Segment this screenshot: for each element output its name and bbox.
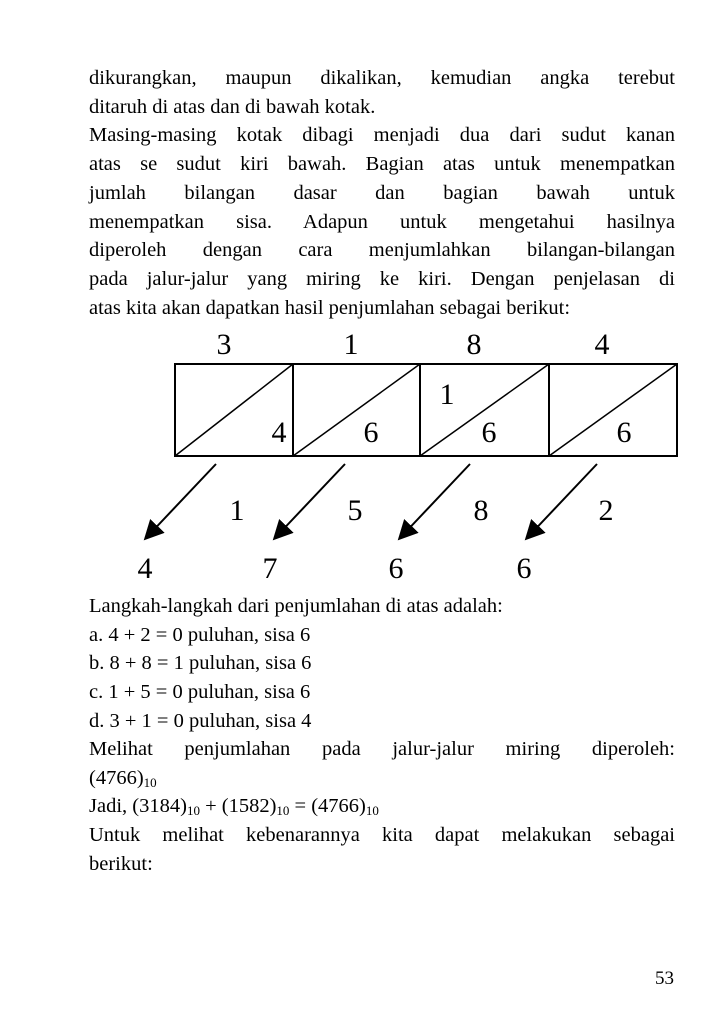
top-digit: 8 <box>466 328 482 361</box>
arrow <box>400 464 470 538</box>
top-digit: 1 <box>343 328 359 361</box>
result-digit: 6 <box>388 552 404 585</box>
arrow-digit: 5 <box>347 494 363 527</box>
box-diagonal <box>293 364 420 456</box>
text-line: pada jalur-jalur yang miring ke kiri. Dengan penjelasan di <box>89 267 675 290</box>
text-line: atas se sudut kiri bawah. Bagian atas untuk menempatkan <box>89 153 675 176</box>
top-digit: 3 <box>216 328 232 361</box>
page-number: 53 <box>655 968 674 989</box>
arrow-digit: 2 <box>598 494 614 527</box>
arrow <box>275 464 345 538</box>
arrow-digit: 8 <box>473 494 489 527</box>
text-line: Masing-masing kotak dibagi menjadi dua dari sudut kanan <box>89 124 675 147</box>
step-item: d. 3 + 1 = 0 puluhan, sisa 4 <box>89 710 312 732</box>
box-remainder: 6 <box>363 416 379 449</box>
box-remainder: 4 <box>271 416 287 449</box>
melihat-result: $(4766)_{10}$ <box>89 767 157 790</box>
result-digit: 4 <box>137 552 153 585</box>
result-digit: 7 <box>262 552 278 585</box>
arrow <box>527 464 597 538</box>
arrow <box>146 464 216 538</box>
closing-paragraph <box>89 821 675 878</box>
result-digit: 6 <box>516 552 532 585</box>
jadi-equation: Jadi, $(3184)_{10} + (1582)_{10} = (4766)_{10}$ <box>89 795 379 818</box>
top-digit: 4 <box>594 328 610 361</box>
box-diagonal <box>549 364 677 456</box>
text-line: diperoleh dengan cara menjumlahkan bilangan-bilangan <box>89 239 675 262</box>
step-item: a. 4 + 2 = 0 puluhan, sisa 6 <box>89 624 311 646</box>
step-item: c. 1 + 5 = 0 puluhan, sisa 6 <box>89 681 311 703</box>
box-remainder: 6 <box>481 416 497 449</box>
melihat-line: Melihat penjumlahan pada jalur-jalur miring diperoleh: <box>89 738 675 760</box>
step-item: b. 8 + 8 = 1 puluhan, sisa 6 <box>89 652 312 674</box>
text-line: berikut: <box>89 852 153 875</box>
box-frame <box>175 364 677 456</box>
text-line: ditaruh di atas dan di bawah kotak. <box>89 95 376 118</box>
box-remainder: 6 <box>616 416 632 449</box>
box-carry: 1 <box>439 378 455 411</box>
text-line: atas kita akan dapatkan hasil penjumlahan sebagai berikut: <box>89 296 571 319</box>
text-line: dikurangkan, maupun dikalikan, kemudian angka terebut <box>89 67 675 89</box>
text-line: Untuk melihat kebenarannya kita dapat melakukan sebagai <box>89 824 675 846</box>
steps-heading: Langkah-langkah dari penjumlahan di atas adalah: <box>89 595 503 617</box>
text-line: jumlah bilangan dasar dan bagian bawah untuk <box>89 181 675 204</box>
arrow-digit: 1 <box>229 494 245 527</box>
text-line: menempatkan sisa. Adapun untuk mengetahui hasilnya <box>89 210 675 233</box>
